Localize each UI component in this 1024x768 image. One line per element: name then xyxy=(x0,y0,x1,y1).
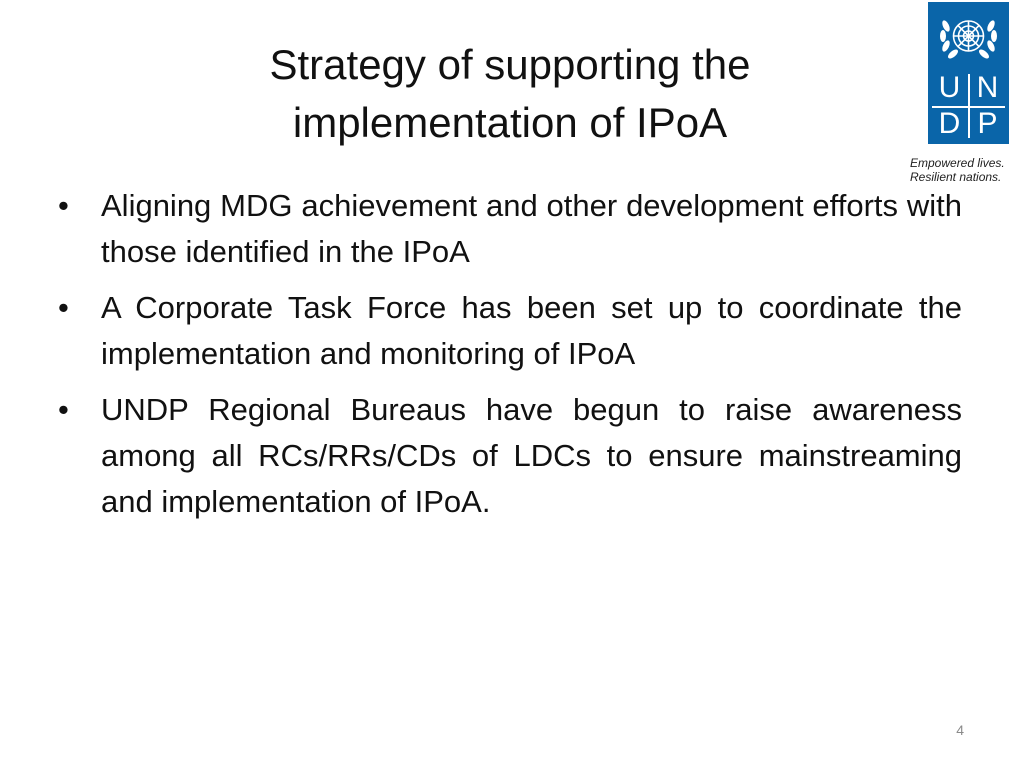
bullet-text: A Corporate Task Force has been set up to coordinate the implementation and monitoring of IPoA xyxy=(101,290,962,371)
bullet-marker: • xyxy=(58,188,69,223)
un-emblem-icon xyxy=(936,8,1001,66)
bullet-list xyxy=(58,183,962,535)
logo-letters xyxy=(928,72,1009,140)
logo-letter-p: P xyxy=(977,106,998,140)
bullet-marker: • xyxy=(58,290,69,325)
bullet-text: UNDP Regional Bureaus have begun to raise awareness among all RCs/RRs/CDs of LDCs to ensure mainstreaming and implementation of IPoA. xyxy=(101,392,962,519)
bullet-item xyxy=(58,387,962,525)
bullet-item xyxy=(58,183,962,275)
slide-title xyxy=(150,36,870,152)
page-number: 4 xyxy=(956,722,964,738)
logo-letter-d: D xyxy=(938,106,961,140)
undp-logo xyxy=(910,2,1017,184)
tagline-line-2: Resilient nations. xyxy=(910,170,1002,184)
title-line-1: Strategy of supporting the xyxy=(269,41,751,88)
bullet-marker: • xyxy=(58,392,69,427)
bullet-text: Aligning MDG achievement and other development efforts with those identified in the IPoA xyxy=(101,188,962,269)
logo-box xyxy=(928,2,1009,144)
tagline-line-1: Empowered lives. xyxy=(910,156,1005,170)
bullet-item xyxy=(58,285,962,377)
title-line-2: implementation of IPoA xyxy=(292,99,728,146)
logo-tagline xyxy=(910,156,1020,184)
logo-letter-u: U xyxy=(938,71,961,105)
logo-letter-n: N xyxy=(976,71,999,105)
